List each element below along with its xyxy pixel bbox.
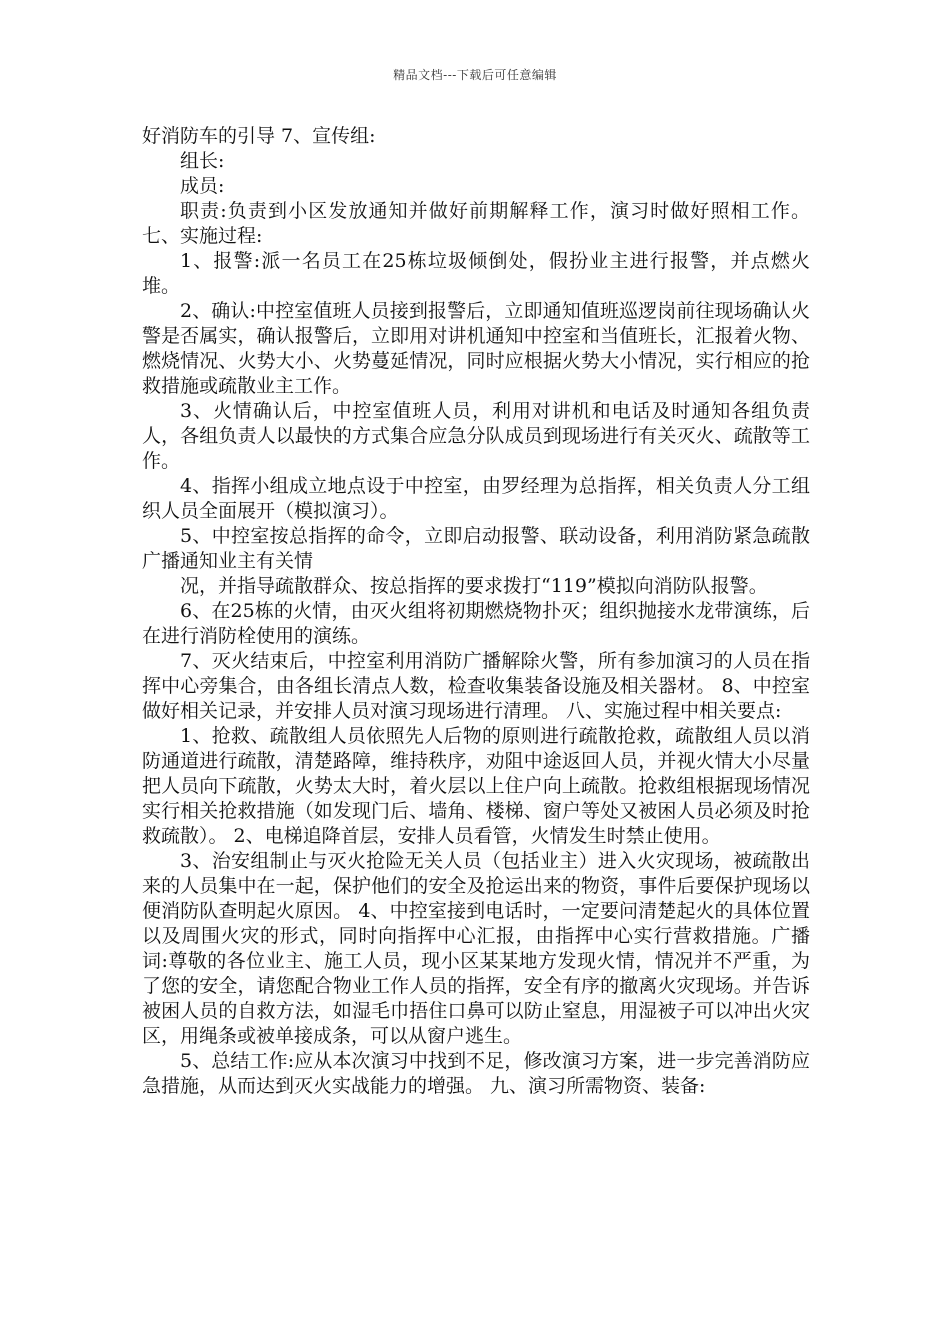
paragraph: 1、抢救、疏散组人员依照先人后物的原则进行疏散抢救，疏散组人员以消防通道进行疏散，清楚路障，维持秩序，劝阻中途返回人员，并视火情大小尽量把人员向下疏散，火势太大时，着火层以上住户向上疏散。抢救组根据现场情况实行相关抢救措施（如发现门后、墙角、楼梯、窗户等处又被困人员必须及时抢救疏散）。 2、电梯追降首层，安排人员看管，火情发生时禁止使用。: [142, 725, 810, 847]
paragraph: 1、报警:派一名员工在25栋垃圾倾倒处，假扮业主进行报警，并点燃火堆。: [142, 250, 810, 297]
paragraph: 5、中控室按总指挥的命令，立即启动报警、联动设备，利用消防紧急疏散广播通知业主有关情: [142, 525, 810, 572]
paragraph: 7、灭火结束后，中控室利用消防广播解除火警，所有参加演习的人员在指挥中心旁集合，由各组长清点人数，检查收集装备设施及相关器材。 8、中控室做好相关记录，并安排人员对演习现场进行清理。 八、实施过程中相关要点:: [142, 650, 810, 722]
paragraph: 3、治安组制止与灭火抢险无关人员（包括业主）进入火灾现场，被疏散出来的人员集中在一起，保护他们的安全及抢运出来的物资，事件后要保护现场以便消防队查明起火原因。 4、中控室接到电话时，一定要问清楚起火的具体位置以及周围火灾的形式，同时向指挥中心汇报，由指挥中心实行营救措施。广播词:尊敬的各位业主、施工人员，现小区某某地方发现火情，情况并不严重，为了您的安全，请您配合物业工作人员的指挥，安全有序的撤离火灾现场。并告诉被困人员的自救方法，如湿毛巾捂住口鼻可以防止窒息，用湿被子可以冲出火灾区，用绳条或被单接成条，可以从窗户逃生。: [142, 850, 810, 1047]
paragraph: 好消防车的引导 7、宣传组:: [142, 125, 376, 147]
paragraph: 职责:负责到小区发放通知并做好前期解释工作，演习时做好照相工作。 七、实施过程:: [142, 200, 810, 247]
paragraph: 组长:: [180, 150, 225, 172]
paragraph: 成员:: [180, 175, 225, 197]
paragraph: 况，并指导疏散群众、按总指挥的要求拨打“119”模拟向消防队报警。: [180, 575, 768, 597]
paragraph: 4、指挥小组成立地点设于中控室，由罗经理为总指挥，相关负责人分工组织人员全面展开（模拟演习）。: [142, 475, 810, 522]
page-header: 精品文档---下载后可任意编辑: [393, 68, 557, 82]
paragraph: 2、确认:中控室值班人员接到报警后，立即通知值班巡逻岗前往现场确认火警是否属实，确认报警后，立即用对讲机通知中控室和当值班长，汇报着火物、燃烧情况、火势大小、火势蔓延情况，同时应根据火势大小情况，实行相应的抢救措施或疏散业主工作。: [142, 300, 810, 397]
paragraph: 6、在25栋的火情，由灭火组将初期燃烧物扑灭；组织抛接水龙带演练，后在进行消防栓使用的演练。: [142, 600, 810, 647]
document-body: [142, 124, 810, 1099]
paragraph: 3、火情确认后，中控室值班人员，利用对讲机和电话及时通知各组负责人，各组负责人以最快的方式集合应急分队成员到现场进行有关灭火、疏散等工作。: [142, 400, 810, 472]
paragraph: 5、总结工作:应从本次演习中找到不足，修改演习方案，进一步完善消防应急措施，从而达到灭火实战能力的增强。 九、演习所需物资、装备:: [142, 1050, 810, 1097]
